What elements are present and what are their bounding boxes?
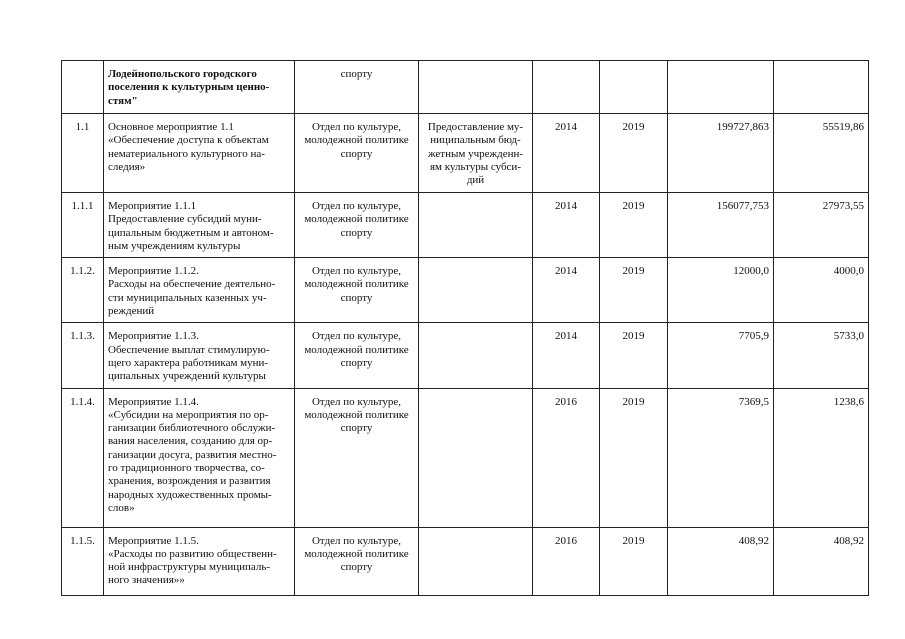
executor-line: молодежной политике (304, 213, 409, 226)
activity-name-line: сти муниципальных казенных уч- (108, 291, 267, 304)
start-year-cell: 2016 (533, 388, 600, 527)
row-number-cell (62, 61, 104, 114)
activity-name-line: ципальным бюджетным и автоном- (108, 226, 274, 239)
total-amount-cell: 7369,5 (668, 388, 774, 527)
activity-name-line: Мероприятие 1.1.2. (108, 265, 199, 278)
end-year-cell: 2019 (600, 193, 668, 258)
activity-name-line: Расходы на обеспечение деятельно- (108, 278, 276, 291)
measure-type-line: ниципальным бюд- (430, 134, 521, 147)
executor-line: спорту (340, 291, 373, 304)
activity-name-cell (104, 323, 295, 388)
measure-type-cell (419, 114, 533, 193)
measure-type-cell (419, 258, 533, 323)
activity-name-cell (104, 193, 295, 258)
period-amount-cell: 55519,86 (774, 114, 869, 193)
activity-name-line: хранения, возрождения и развития (108, 475, 271, 488)
end-year-cell: 2019 (600, 388, 668, 527)
activity-name-line: народных художественных промы- (108, 488, 272, 501)
total-amount-cell: 199727,863 (668, 114, 774, 193)
executor-line: спорту (340, 226, 373, 239)
activity-name-line: Лодейнопольского городского (108, 68, 257, 80)
executor-line: спорту (340, 147, 373, 160)
executor-line: Отдел по культуре, (311, 330, 402, 343)
executor-line: Отдел по культуре, (311, 534, 402, 547)
executor-cell (295, 323, 419, 388)
activity-name-cell (104, 114, 295, 193)
executor-line: спорту (340, 356, 373, 369)
row-number-cell: 1.1.5. (62, 527, 104, 595)
activity-name-line: щего характера работникам муни- (108, 356, 269, 369)
measure-type-line: жетным учрежденн- (427, 147, 524, 160)
end-year-cell: 2019 (600, 323, 668, 388)
executor-line: спорту (340, 561, 373, 574)
start-year-cell: 2014 (533, 114, 600, 193)
total-amount-cell: 408,92 (668, 527, 774, 595)
activity-name-line: поселения к культурным ценно- (108, 81, 270, 94)
activity-name-line: Предоставление субсидий муни- (108, 213, 262, 226)
start-year-cell: 2016 (533, 527, 600, 595)
executor-line: молодежной политике (304, 134, 409, 147)
executor-line: Отдел по культуре, (311, 395, 402, 408)
activity-name-line: го традиционного творчества, со- (108, 462, 265, 475)
period-amount-cell: 408,92 (774, 527, 869, 595)
executor-line: молодежной политике (304, 343, 409, 356)
total-amount-cell: 12000,0 (668, 258, 774, 323)
activity-name-line: Мероприятие 1.1.1 (108, 200, 197, 212)
period-amount-cell (774, 61, 869, 114)
activity-name-line: слов» (108, 501, 135, 514)
activity-name-line: Мероприятие 1.1.3. (108, 330, 199, 343)
executor-cell (295, 114, 419, 193)
activity-name-line: ным учреждениям культуры (108, 239, 241, 252)
executor-cell (295, 388, 419, 527)
activity-name-line: ганизации библиотечного обслужи- (108, 422, 276, 435)
activity-name-line: «Расходы по развитию общественн- (108, 547, 277, 560)
start-year-cell: 2014 (533, 258, 600, 323)
measure-type-cell (419, 527, 533, 595)
activity-name-line: Мероприятие 1.1.5. (108, 534, 199, 547)
activity-name-line: «Субсидии на мероприятия по ор- (108, 408, 269, 421)
measure-type-cell (419, 61, 533, 114)
end-year-cell: 2019 (600, 114, 668, 193)
activity-name-line: нематериального культурного на- (108, 147, 265, 160)
activity-name-line: ципальных учреждений культуры (108, 370, 266, 383)
period-amount-cell: 5733,0 (774, 323, 869, 388)
measure-type-line: Предоставление му- (427, 121, 524, 133)
total-amount-cell: 7705,9 (668, 323, 774, 388)
activity-name-line: ганизации досуга, развития местно- (108, 448, 277, 461)
executor-cell (295, 61, 419, 114)
executor-line: Отдел по культуре, (311, 265, 402, 278)
end-year-cell: 2019 (600, 527, 668, 595)
total-amount-cell: 156077,753 (668, 193, 774, 258)
activity-name-line: ного значения»» (108, 574, 185, 587)
measure-type-cell (419, 323, 533, 388)
measure-type-line: ям культуры субси- (430, 160, 521, 173)
table-row (62, 323, 869, 388)
start-year-cell: 2014 (533, 193, 600, 258)
activity-name-line: вания населения, созданию для ор- (108, 435, 273, 448)
executor-line: спорту (340, 422, 373, 435)
activity-name-line: следия» (108, 160, 146, 173)
total-amount-cell (668, 61, 774, 114)
activity-name-line: ной инфраструктуры муниципаль- (108, 561, 271, 574)
end-year-cell (600, 61, 668, 114)
table-row (62, 388, 869, 527)
activity-name-cell (104, 61, 295, 114)
activity-name-cell (104, 258, 295, 323)
executor-line: Отдел по культуре, (311, 200, 402, 212)
measure-type-cell (419, 193, 533, 258)
executor-cell (295, 258, 419, 323)
period-amount-cell: 1238,6 (774, 388, 869, 527)
table-row (62, 61, 869, 114)
activity-name-line: стям" (108, 94, 138, 107)
row-number-cell: 1.1.4. (62, 388, 104, 527)
measure-type-line: дий (466, 174, 485, 187)
activities-table (61, 60, 869, 596)
row-number-cell: 1.1.3. (62, 323, 104, 388)
executor-line: молодежной политике (304, 278, 409, 291)
table-row (62, 114, 869, 193)
measure-type-cell (419, 388, 533, 527)
activity-name-line: Основное мероприятие 1.1 (108, 121, 234, 133)
start-year-cell: 2014 (533, 323, 600, 388)
executor-cell (295, 193, 419, 258)
activity-name-cell (104, 388, 295, 527)
executor-cell (295, 527, 419, 595)
executor-line: Отдел по культуре, (311, 121, 402, 133)
activity-name-cell (104, 527, 295, 595)
table-row (62, 193, 869, 258)
end-year-cell: 2019 (600, 258, 668, 323)
start-year-cell (533, 61, 600, 114)
row-number-cell: 1.1.1 (62, 193, 104, 258)
period-amount-cell: 4000,0 (774, 258, 869, 323)
activity-name-line: Обеспечение выплат стимулирую- (108, 343, 270, 356)
table-row (62, 258, 869, 323)
activity-name-line: реждений (108, 305, 155, 318)
row-number-cell: 1.1.2. (62, 258, 104, 323)
table-row (62, 527, 869, 595)
row-number-cell: 1.1 (62, 114, 104, 193)
executor-line: молодежной политике (304, 547, 409, 560)
executor-line: спорту (340, 68, 373, 80)
period-amount-cell: 27973,55 (774, 193, 869, 258)
activity-name-line: «Обеспечение доступа к объектам (108, 134, 269, 147)
activity-name-line: Мероприятие 1.1.4. (108, 395, 199, 408)
executor-line: молодежной политике (304, 408, 409, 421)
